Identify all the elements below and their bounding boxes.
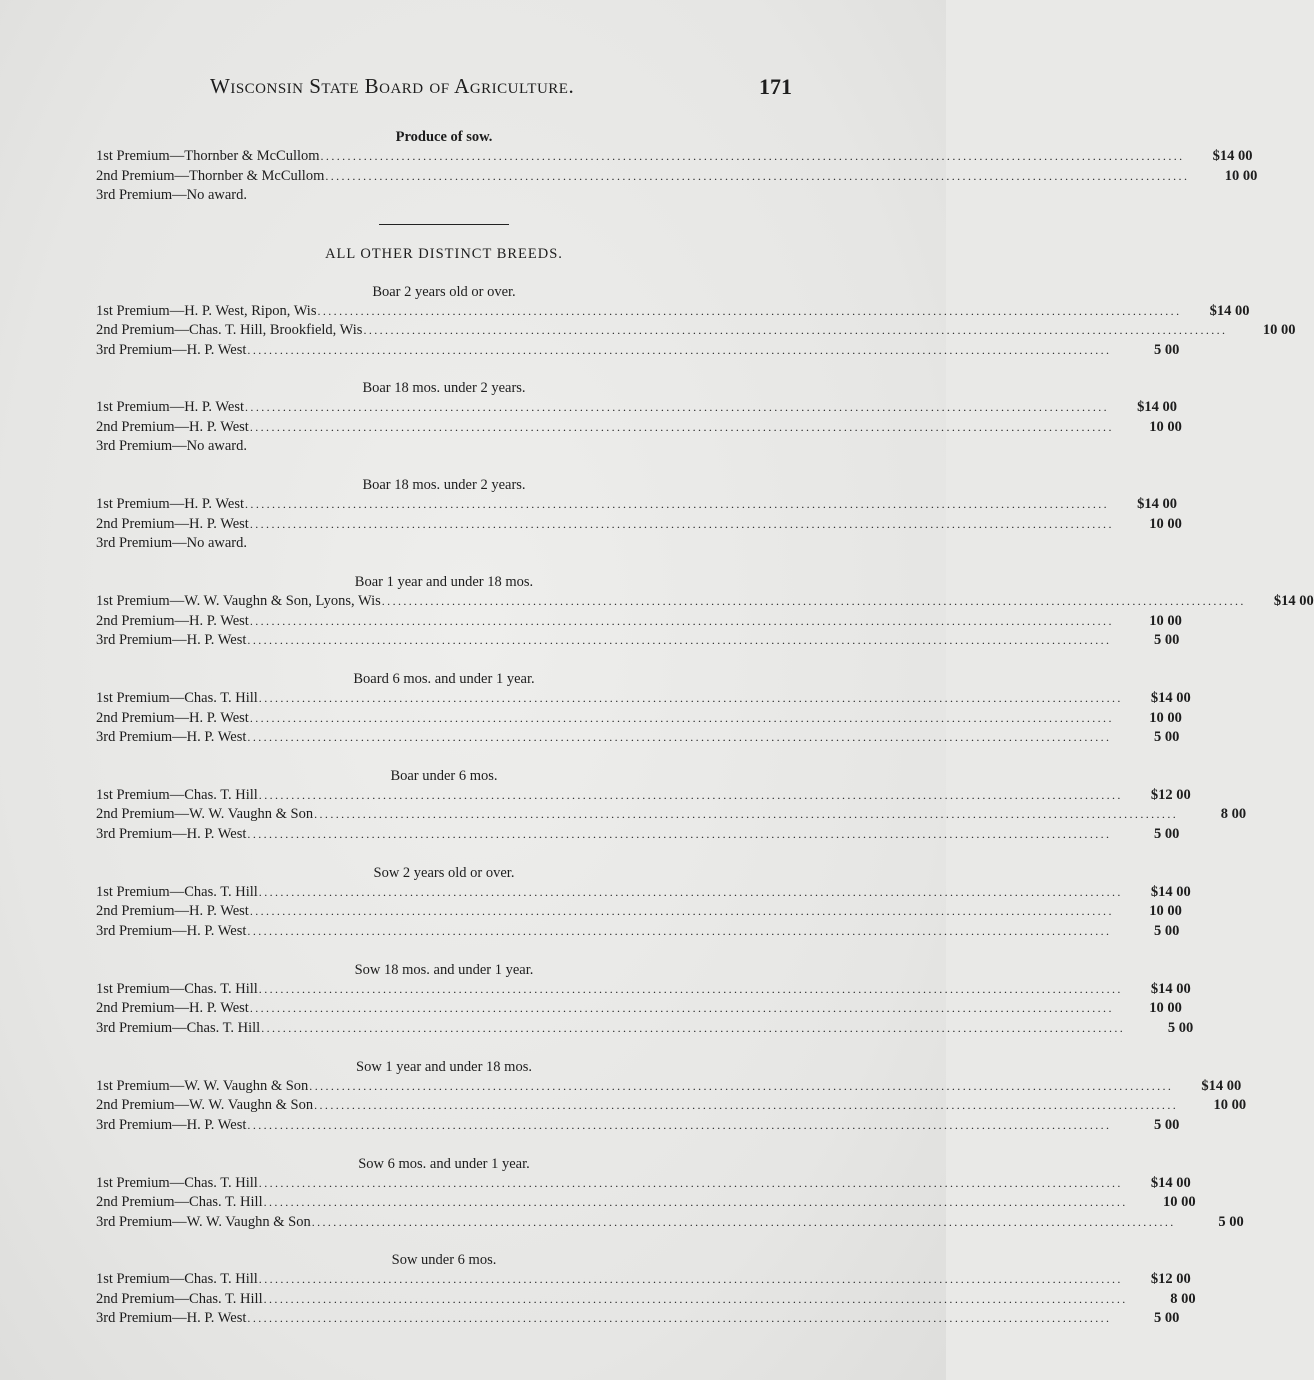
- premium-amount: $12 00: [1150, 786, 1191, 803]
- premium-amount: 5 00: [1154, 1310, 1180, 1327]
- dot-leader: ................................................................................................................................................................: [247, 342, 1112, 357]
- dot-leader: ................................................................................................................................................................: [258, 981, 1123, 996]
- premium-row: [96, 1116, 1180, 1136]
- section-title: Boar 18 mos. under 2 years.: [362, 477, 526, 494]
- premium-label: 3rd Premium—H. P. West: [96, 341, 247, 358]
- premium-label: 2nd Premium—Chas. T. Hill, Brookfield, Wis: [96, 322, 363, 338]
- premium-label: 1st Premium—W. W. Vaughn & Son: [96, 1077, 309, 1094]
- page-header: [210, 74, 792, 104]
- premium-row: [96, 786, 1191, 806]
- section-produce-of-sow: [96, 128, 1258, 206]
- premium-row: [96, 167, 1258, 187]
- breed-section: [96, 1155, 1244, 1233]
- dot-leader: ................................................................................................................................................................: [245, 400, 1110, 415]
- premium-list: [96, 128, 1314, 1329]
- premium-row: [96, 302, 1250, 322]
- premium-amount: 10 00: [1149, 418, 1182, 435]
- dot-leader: ................................................................................................................................................................: [247, 633, 1112, 648]
- section-title: Boar 1 year and under 18 mos.: [354, 574, 534, 591]
- premium-label: 3rd Premium—No award.: [96, 187, 248, 203]
- dot-leader: ................................................................................................................................................................: [258, 1175, 1123, 1190]
- premium-row: [96, 999, 1182, 1019]
- premium-label: 2nd Premium—H. P. West: [96, 418, 249, 435]
- dot-leader: ................................................................................................................................................................: [363, 323, 1228, 337]
- premium-amount: 8 00: [1220, 806, 1247, 823]
- premium-amount: 5 00: [1167, 1019, 1194, 1036]
- premium-amount: 10 00: [1149, 709, 1182, 726]
- dot-leader: ................................................................................................................................................................: [249, 613, 1114, 628]
- dot-leader: ................................................................................................................................................................: [263, 1195, 1128, 1210]
- premium-amount: 10 00: [1213, 1097, 1247, 1114]
- premium-label: 1st Premium—Chas. T. Hill: [96, 980, 258, 997]
- premium-label: 2nd Premium—H. P. West: [96, 612, 249, 629]
- premium-amount: $14 00: [1150, 1174, 1191, 1191]
- dot-leader: ................................................................................................................................................................: [309, 1078, 1174, 1093]
- premium-label: 2nd Premium—Thornber & McCullom: [96, 167, 325, 184]
- premium-row: [96, 592, 1314, 612]
- dot-leader: ................................................................................................................................................................: [247, 730, 1112, 745]
- premium-amount: 10 00: [1149, 515, 1182, 532]
- premium-label: 3rd Premium—No award.: [96, 535, 248, 552]
- premium-label: 3rd Premium—H. P. West: [96, 1116, 247, 1133]
- premium-label: 3rd Premium—H. P. West: [96, 922, 247, 939]
- premium-row: [96, 612, 1182, 632]
- dot-leader: ................................................................................................................................................................: [249, 419, 1114, 434]
- premium-row: [96, 1096, 1247, 1116]
- premium-row: [96, 437, 792, 457]
- premium-amount: $14 00: [1137, 496, 1178, 513]
- premium-row: [96, 1290, 1196, 1310]
- premium-label: 3rd Premium—H. P. West: [96, 1310, 247, 1327]
- dot-leader: ................................................................................................................................................................: [247, 826, 1112, 841]
- premium-label: 1st Premium—W. W. Vaughn & Son, Lyons, Wis: [96, 593, 381, 610]
- premium-row: [96, 1193, 1196, 1213]
- premium-amount: 10 00: [1163, 1194, 1196, 1211]
- premium-row: [96, 186, 792, 206]
- premium-label: 3rd Premium—H. P. West: [96, 729, 247, 746]
- premium-label: 2nd Premium—H. P. West: [96, 903, 249, 920]
- premium-row: [96, 631, 1180, 651]
- premium-row: [96, 534, 792, 554]
- premium-amount: 5 00: [1154, 922, 1180, 939]
- dot-leader: ................................................................................................................................................................: [317, 303, 1182, 318]
- premium-row: [96, 495, 1178, 515]
- premium-amount: $14 00: [1273, 593, 1314, 610]
- dot-leader: ................................................................................................................................................................: [258, 787, 1123, 802]
- breed-section: [96, 379, 1182, 457]
- premium-label: 2nd Premium—Chas. T. Hill: [96, 1290, 263, 1307]
- premium-label: 3rd Premium—H. P. West: [96, 825, 247, 842]
- premium-label: 2nd Premium—W. W. Vaughn & Son: [96, 806, 314, 823]
- premium-amount: 5 00: [1154, 632, 1180, 649]
- premium-row: [96, 398, 1178, 418]
- dot-leader: ................................................................................................................................................................: [263, 1291, 1128, 1306]
- premium-row: [96, 883, 1191, 903]
- dot-leader: ................................................................................................................................................................: [247, 1117, 1112, 1132]
- premium-amount: $14 00: [1212, 148, 1253, 164]
- premium-row: [96, 147, 1253, 167]
- premium-row: [96, 689, 1191, 709]
- section-title: Sow 18 mos. and under 1 year.: [354, 961, 534, 978]
- breed-sections: [96, 283, 1314, 1329]
- premium-row: [96, 321, 1296, 341]
- dot-leader: ................................................................................................................................................................: [381, 594, 1246, 609]
- premium-amount: 5 00: [1218, 1213, 1244, 1230]
- premium-row: [96, 825, 1180, 845]
- premium-label: 2nd Premium—H. P. West: [96, 1000, 249, 1017]
- premium-row: [96, 1270, 1191, 1290]
- premium-amount: 10 00: [1149, 1000, 1182, 1017]
- breed-section: [96, 283, 1296, 361]
- premium-label: 2nd Premium—H. P. West: [96, 515, 249, 532]
- premium-amount: $14 00: [1150, 883, 1191, 900]
- dot-leader: ................................................................................................................................................................: [247, 923, 1112, 938]
- premium-row: [96, 515, 1182, 535]
- premium-amount: 5 00: [1154, 825, 1180, 842]
- dot-leader: ................................................................................................................................................................: [249, 1001, 1114, 1016]
- dot-leader: ................................................................................................................................................................: [249, 710, 1114, 725]
- dot-leader: ................................................................................................................................................................: [258, 1272, 1123, 1287]
- premium-amount: $14 00: [1201, 1077, 1242, 1094]
- dot-leader: ................................................................................................................................................................: [258, 884, 1123, 899]
- section-title: Boar 2 years old or over.: [372, 283, 516, 300]
- premium-row: [96, 922, 1180, 942]
- premium-label: 1st Premium—Chas. T. Hill: [96, 786, 258, 803]
- breed-section: [96, 767, 1247, 845]
- premium-amount: $14 00: [1209, 302, 1250, 319]
- premium-amount: 5 00: [1154, 729, 1180, 746]
- premium-label: 1st Premium—Thornber & McCullom: [96, 148, 320, 164]
- premium-amount: 10 00: [1149, 612, 1182, 629]
- dot-leader: ................................................................................................................................................................: [314, 807, 1179, 822]
- premium-row: [96, 418, 1182, 438]
- premium-label: 1st Premium—Chas. T. Hill: [96, 690, 258, 707]
- premium-amount: 10 00: [1149, 903, 1182, 920]
- premium-row: [96, 341, 1180, 361]
- premium-row: [96, 728, 1180, 748]
- section-title: Sow 2 years old or over.: [373, 864, 515, 881]
- premium-row: [96, 1077, 1242, 1097]
- breed-section: [96, 670, 1191, 748]
- premium-row: [96, 1019, 1194, 1039]
- section-title: Boar 18 mos. under 2 years.: [362, 380, 526, 397]
- section-title: Sow 1 year and under 18 mos.: [356, 1058, 532, 1075]
- premium-label: 3rd Premium—No award.: [96, 438, 248, 455]
- dot-leader: ................................................................................................................................................................: [249, 516, 1114, 531]
- premium-amount: $12 00: [1150, 1271, 1191, 1288]
- premium-label: 3rd Premium—W. W. Vaughn & Son: [96, 1213, 311, 1230]
- dot-leader: ................................................................................................................................................................: [258, 691, 1123, 706]
- breed-section: [96, 961, 1194, 1039]
- premium-label: 1st Premium—Chas. T. Hill: [96, 1271, 258, 1288]
- premium-amount: 10 00: [1224, 167, 1258, 184]
- dot-leader: ................................................................................................................................................................: [247, 1311, 1112, 1326]
- premium-row: [96, 805, 1247, 825]
- breeds-heading: ALL OTHER DISTINCT BREEDS.: [325, 245, 563, 262]
- section-title: Produce of sow.: [395, 129, 493, 145]
- premium-row: [96, 1309, 1180, 1329]
- premium-amount: $14 00: [1150, 690, 1191, 707]
- section-title: Sow 6 mos. and under 1 year.: [358, 1155, 530, 1172]
- breed-section: [96, 1251, 1196, 1329]
- premium-label: 1st Premium—H. P. West: [96, 399, 245, 416]
- premium-amount: 5 00: [1154, 341, 1180, 358]
- premium-label: 3rd Premium—H. P. West: [96, 632, 247, 649]
- premium-amount: $14 00: [1150, 980, 1191, 997]
- dot-leader: ................................................................................................................................................................: [245, 497, 1110, 512]
- dot-leader: ................................................................................................................................................................: [314, 1098, 1179, 1113]
- dot-leader: ................................................................................................................................................................: [325, 168, 1190, 183]
- premium-amount: 10 00: [1262, 322, 1296, 338]
- premium-label: 3rd Premium—Chas. T. Hill: [96, 1019, 261, 1036]
- premium-label: 2nd Premium—W. W. Vaughn & Son: [96, 1097, 314, 1114]
- premium-label: 2nd Premium—H. P. West: [96, 709, 249, 726]
- dot-leader: ................................................................................................................................................................: [320, 149, 1185, 163]
- premium-label: 1st Premium—H. P. West: [96, 496, 245, 513]
- premium-row: [96, 1213, 1244, 1233]
- premium-label: 1st Premium—H. P. West, Ripon, Wis: [96, 302, 317, 319]
- premium-label: 1st Premium—Chas. T. Hill: [96, 1174, 258, 1191]
- premium-row: [96, 902, 1182, 922]
- premium-label: 1st Premium—Chas. T. Hill: [96, 883, 258, 900]
- breed-section: [96, 476, 1182, 554]
- premium-amount: 5 00: [1154, 1116, 1180, 1133]
- breed-section: [96, 1058, 1247, 1136]
- premium-label: 2nd Premium—Chas. T. Hill: [96, 1194, 263, 1211]
- dot-leader: ................................................................................................................................................................: [261, 1020, 1126, 1035]
- section-title: Sow under 6 mos.: [391, 1252, 497, 1269]
- premium-amount: $14 00: [1137, 399, 1178, 416]
- breed-section: [96, 573, 1314, 651]
- premium-row: [96, 980, 1191, 1000]
- premium-row: [96, 709, 1182, 729]
- section-title: Board 6 mos. and under 1 year.: [353, 671, 535, 688]
- premium-amount: 8 00: [1170, 1290, 1196, 1307]
- page-number: 171: [759, 74, 792, 99]
- section-title: Boar under 6 mos.: [390, 767, 498, 784]
- breed-section: [96, 864, 1191, 942]
- dot-leader: ................................................................................................................................................................: [311, 1214, 1176, 1229]
- dot-leader: ................................................................................................................................................................: [249, 904, 1114, 919]
- premium-row: [96, 1174, 1191, 1194]
- running-title: Wisconsin State Board of Agriculture.: [210, 74, 575, 98]
